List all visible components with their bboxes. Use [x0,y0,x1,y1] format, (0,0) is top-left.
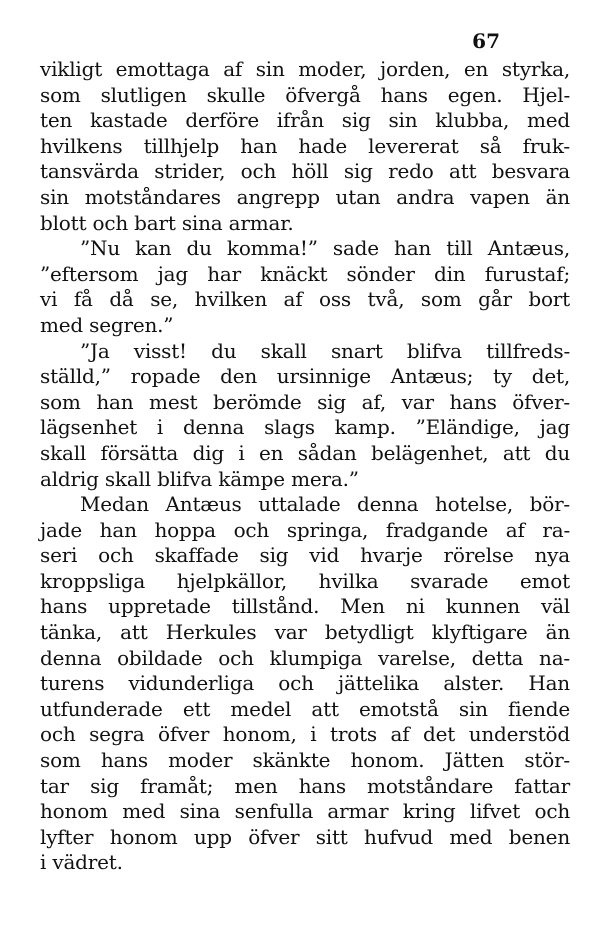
text-line: tansvärda strider, och höll sig redo att besvara [40,159,570,184]
text-line: ”eftersom jag har knäckt sönder din furustaf; [40,261,570,286]
text-line: jade han hoppa och springa, fradgande af ra- [40,517,570,542]
text-line: vi få då se, hvilken af oss två, som går bort [40,287,570,312]
text-line: som slutligen skulle öfvergå hans egen. Hjel- [40,82,570,107]
text-line: sin motståndares angrepp utan andra vapen än [40,184,570,209]
text-line: aldrig skall blifva kämpe mera.” [40,466,359,491]
body-text [40,57,570,876]
text-line: skall försätta dig i en sådan belägenhet, att du [40,440,570,465]
text-line: och segra öfver honom, i trots af det understöd [40,722,570,747]
text-line: lyfter honom upp öfver sitt hufvud med benen [40,824,570,849]
text-line: hvilkens tillhjelp han hade levererat så fruk- [40,133,570,158]
text-line: utfunderade ett medel att emotstå sin fiende [40,696,570,721]
text-line: turens vidunderliga och jättelika alster. Han [40,671,570,696]
text-line: tar sig framåt; men hans motståndare fattar [40,773,570,798]
text-line: som hans moder skänkte honom. Jätten stör- [40,748,570,773]
text-line: honom med sina senfulla armar kring lifvet och [40,799,570,824]
text-line: vikligt emottaga af sin moder, jorden, en styrka, [40,57,570,81]
text-line: lägsenhet i denna slags kamp. ”Eländige, jag [40,415,570,440]
text-line: kroppsliga hjelpkällor, hvilka svarade emot [40,568,570,593]
text-line: ställd,” ropade den ursinnige Antæus; ty det, [40,364,570,389]
text-line: tänka, att Herkules var betydligt klyftigare än [40,620,570,645]
text-line: blott och bart sina armar. [40,210,294,235]
text-line: seri och skaffade sig vid hvarje rörelse nya [40,543,570,568]
text-line: som han mest berömde sig af, var hans öfver- [40,389,570,414]
text-line: hans uppretade tillstånd. Men ni kunnen väl [40,594,570,619]
text-line: ”Ja visst! du skall snart blifva tillfreds- [80,338,570,363]
text-line: ten kastade derföre ifrån sig sin klubba, med [40,108,570,133]
page-number: 67 [472,29,500,53]
text-line: Medan Antæus uttalade denna hotelse, bör- [80,492,570,517]
text-line: ”Nu kan du komma!” sade han till Antæus, [80,236,570,261]
text-line: denna obildade och klumpiga varelse, detta na- [40,645,570,670]
text-line: i vädret. [40,850,123,875]
text-line: med segren.” [40,312,174,337]
